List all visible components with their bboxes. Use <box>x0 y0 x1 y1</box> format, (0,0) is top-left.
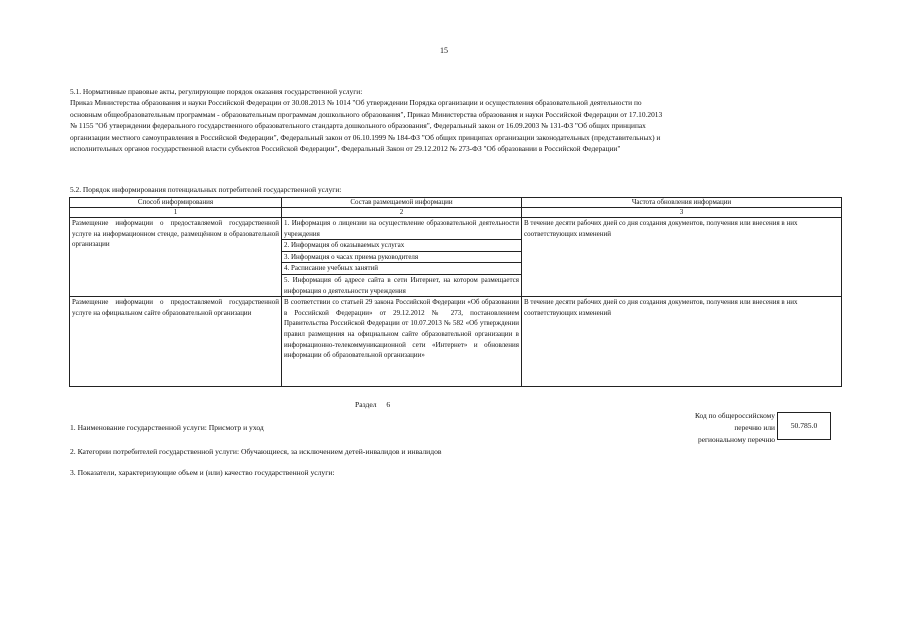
table-header-row <box>70 198 842 208</box>
section-label: Раздел <box>355 400 377 409</box>
service-name: 1. Наименование государственной услуги: Присмотр и уход <box>70 423 264 432</box>
section-5-1-line: № 1155 "Об утверждении федерального государственного образовательного стандарта дошкольного образования", Федеральный закон от 16.09.2003 № 131-ФЗ "Об общих принципах <box>70 121 646 131</box>
row-frequency: В течение десяти рабочих дней со дня создания документов, получения или внесения в них соответствующих изменений <box>522 297 842 387</box>
indicators-heading: 3. Показатели, характеризующие объем и (или) качество государственной услуги: <box>70 468 335 477</box>
section-5-1-line: основным общеобразовательным программам - образовательным программам дошкольного образования", Приказ Министерства образования и науки Российской Федерации от 17.10.2013 <box>70 109 663 119</box>
code-value-box: 50.785.0 <box>777 412 831 440</box>
section-5-1-line: организации местного самоуправления в Российской Федерации", Федеральный закон от 06.10.1999 № 184-ФЗ "Об общих принципах организации законодательных (представительных) и <box>70 132 661 142</box>
row-content <box>282 218 522 297</box>
code-label-line: региональному перечню <box>698 435 775 444</box>
code-label-line: перечню или <box>734 423 775 432</box>
section-heading <box>355 400 390 409</box>
column-number: 2 <box>282 208 522 218</box>
content-item: 4. Расписание учебных занятий <box>282 262 521 274</box>
content-item: 1. Информация о лицензии на осуществление образовательной деятельности учреждения <box>284 219 519 238</box>
header-content: Состав размещаемой информации <box>282 198 522 208</box>
header-frequency: Частота обновления информации <box>522 198 842 208</box>
table-row <box>70 297 842 387</box>
section-5-1 <box>70 86 840 154</box>
content-item: 2. Информация об оказываемых услугах <box>282 239 521 251</box>
section-number: 6 <box>386 400 391 409</box>
section-5-1-line: Приказ Министерства образования и науки Российской Федерации от 30.08.2013 № 1014 "Об утверждении Порядка организации и осуществления образовательной деятельности по <box>70 98 642 108</box>
table-number-row <box>70 208 842 218</box>
row-content: В соответствии со статьей 29 закона Российской Федерации «Об образовании в Российской Федерации» от 29.12.2012 № 273, постановлением Правительства Российской Федерации от 10.07.2013 № 582 «Об утверждении правил размещения на официальном сайте образовательной организации в информационно-телекоммуникационной сети «Интернет» и обновления информации об образовательной организации» <box>282 297 522 387</box>
table-row <box>70 218 842 297</box>
row-method: Размещение информации о предоставляемой государственной услуге на информационном стенде, размещённом в образовательной организации <box>70 218 282 297</box>
column-number: 1 <box>70 208 282 218</box>
row-method: Размещение информации о предоставляемой государственной услуге на официальном сайте образовательной организации <box>70 297 282 387</box>
header-method: Способ информирования <box>70 198 282 208</box>
information-table <box>69 197 842 387</box>
page-number: 15 <box>440 46 448 55</box>
code-label <box>660 410 775 446</box>
code-label-line: Код по общероссийскому <box>694 411 775 420</box>
content-item: 3. Информация о часах приема руководителя <box>282 251 521 263</box>
section-5-1-line: исполнительных органов государственной власти субъектов Российской Федерации", Федеральный Закон от 29.12.2012 № 273-ФЗ "Об образовании в Российской Федерации" <box>70 144 621 154</box>
consumer-categories: 2. Категории потребителей государственной услуги: Обучающиеся, за исключением детей-инвалидов и инвалидов <box>70 447 442 456</box>
row-frequency: В течение десяти рабочих дней со дня создания документов, получения или внесения в них соответствующих изменений <box>522 218 842 297</box>
column-number: 3 <box>522 208 842 218</box>
content-item: 5. Информация об адресе сайта в сети Интернет, на котором размещается информация о деятельности учреждения <box>284 275 519 295</box>
section-5-2-title: 5.2. Порядок информирования потенциальных потребителей государственной услуги: <box>70 185 342 194</box>
section-5-1-line: 5.1. Нормативные правовые акты, регулирующие порядок оказания государственной услуги: <box>70 87 363 96</box>
